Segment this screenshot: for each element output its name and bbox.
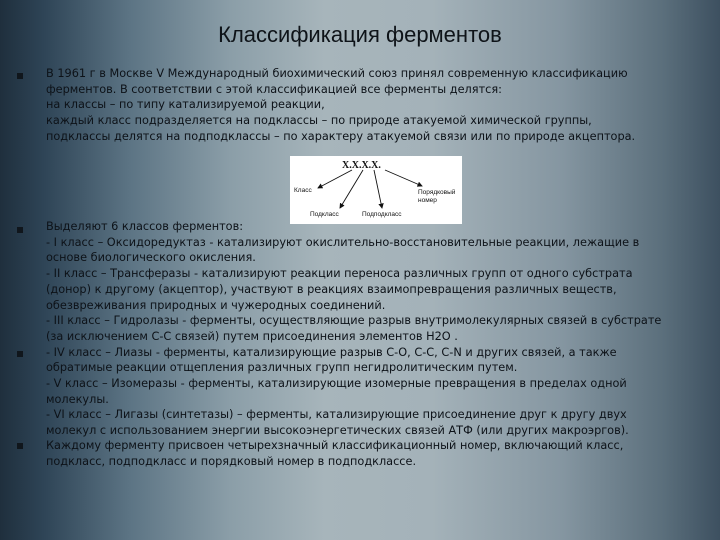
text-line: подкласс, подподкласс и порядковый номер в подподклассе. — [46, 454, 417, 468]
bullet-marker-4 — [17, 443, 23, 449]
text-line: (за исключением С-С связей) путем присоединения элементов Н2О . — [46, 329, 458, 343]
text-line: молекулы. — [46, 392, 109, 406]
text-line: обратимые реакции отщепления различных групп негидролитическим путем. — [46, 361, 518, 375]
diagram-arrow-class — [318, 170, 352, 188]
text-line: подклассы делятся на подподклассы – по характеру атакуемой связи или по природе акцептора. — [46, 129, 636, 143]
text-line: каждый класс подразделяется на подклассы – по природе атакуемой химической группы, — [46, 114, 592, 128]
text-line: В 1961 г в Москве V Международный биохимический союз принял современную классификацию — [46, 67, 628, 80]
text-line: - IV класс – Лиазы - ферменты, катализирующие разрыв С-О, С-С, С-N и других связей, а также — [46, 345, 617, 359]
bullet-marker-2 — [17, 227, 23, 233]
text-line: на классы – по типу катализируемой реакции, — [46, 98, 325, 112]
text-line: - III класс – Гидролазы - ферменты, осуществляющие разрыв внутримолекулярных связей в субстрате — [46, 314, 662, 328]
diagram-label-subclass: Подкласс — [310, 211, 339, 218]
diagram-arrow-serial — [385, 170, 422, 186]
text-line: ферментов. В соответствии с этой классификацией все ферменты делятся: — [46, 82, 502, 96]
bullet-marker-1 — [17, 73, 23, 79]
text-line: - I класс – Оксидоредуктаз - катализируют окислительно-восстановительные реакции, лежащие в — [46, 235, 640, 249]
text-line: Выделяют 6 классов ферментов: — [46, 220, 244, 233]
text-line: - II класс – Трансферазы - катализируют реакции переноса различных групп от одного субстрата — [46, 267, 633, 281]
diagram-label-serial-1: Порядковый — [418, 189, 456, 196]
diagram-arrow-subsubclass — [374, 170, 382, 208]
diagram-label-subsubclass: Подподкласс — [362, 211, 402, 218]
text-line: - VI класс – Лигазы (синтетазы) – ферменты, катализирующие присоединение друг к другу двух — [46, 408, 627, 422]
text-line: (донор) к другому (акцептор), участвуют в реакциях взаимопревращения различных веществ, — [46, 282, 617, 296]
diagram-label-class: Класс — [294, 187, 312, 194]
text-line: - V класс – Изомеразы - ферменты, катализирующие изомерные превращения в пределах одной — [46, 377, 627, 391]
slide-title: Классификация ферментов — [218, 22, 502, 47]
text-line: молекул с использованием энергии высокоэнергетических связей АТФ (или других макроэргов). — [46, 424, 629, 438]
diagram-arrow-subclass — [340, 170, 363, 208]
bullet-marker-3 — [17, 351, 23, 357]
enzyme-number-diagram — [290, 156, 462, 224]
diagram-code: X.X.X.X. — [342, 160, 381, 171]
text-line: основе биологического окисления. — [46, 251, 256, 265]
paragraph-enzyme-number — [46, 438, 686, 469]
text-line: Каждому ферменту присвоен четырехзначный классификационный номер, включающий класс, — [46, 439, 624, 452]
paragraph-classification-intro — [46, 66, 686, 145]
paragraph-enzyme-classes — [46, 219, 686, 439]
text-line: обезвреживания природных и чужеродных соединений. — [46, 298, 386, 312]
diagram-label-serial-2: номер — [418, 197, 437, 204]
